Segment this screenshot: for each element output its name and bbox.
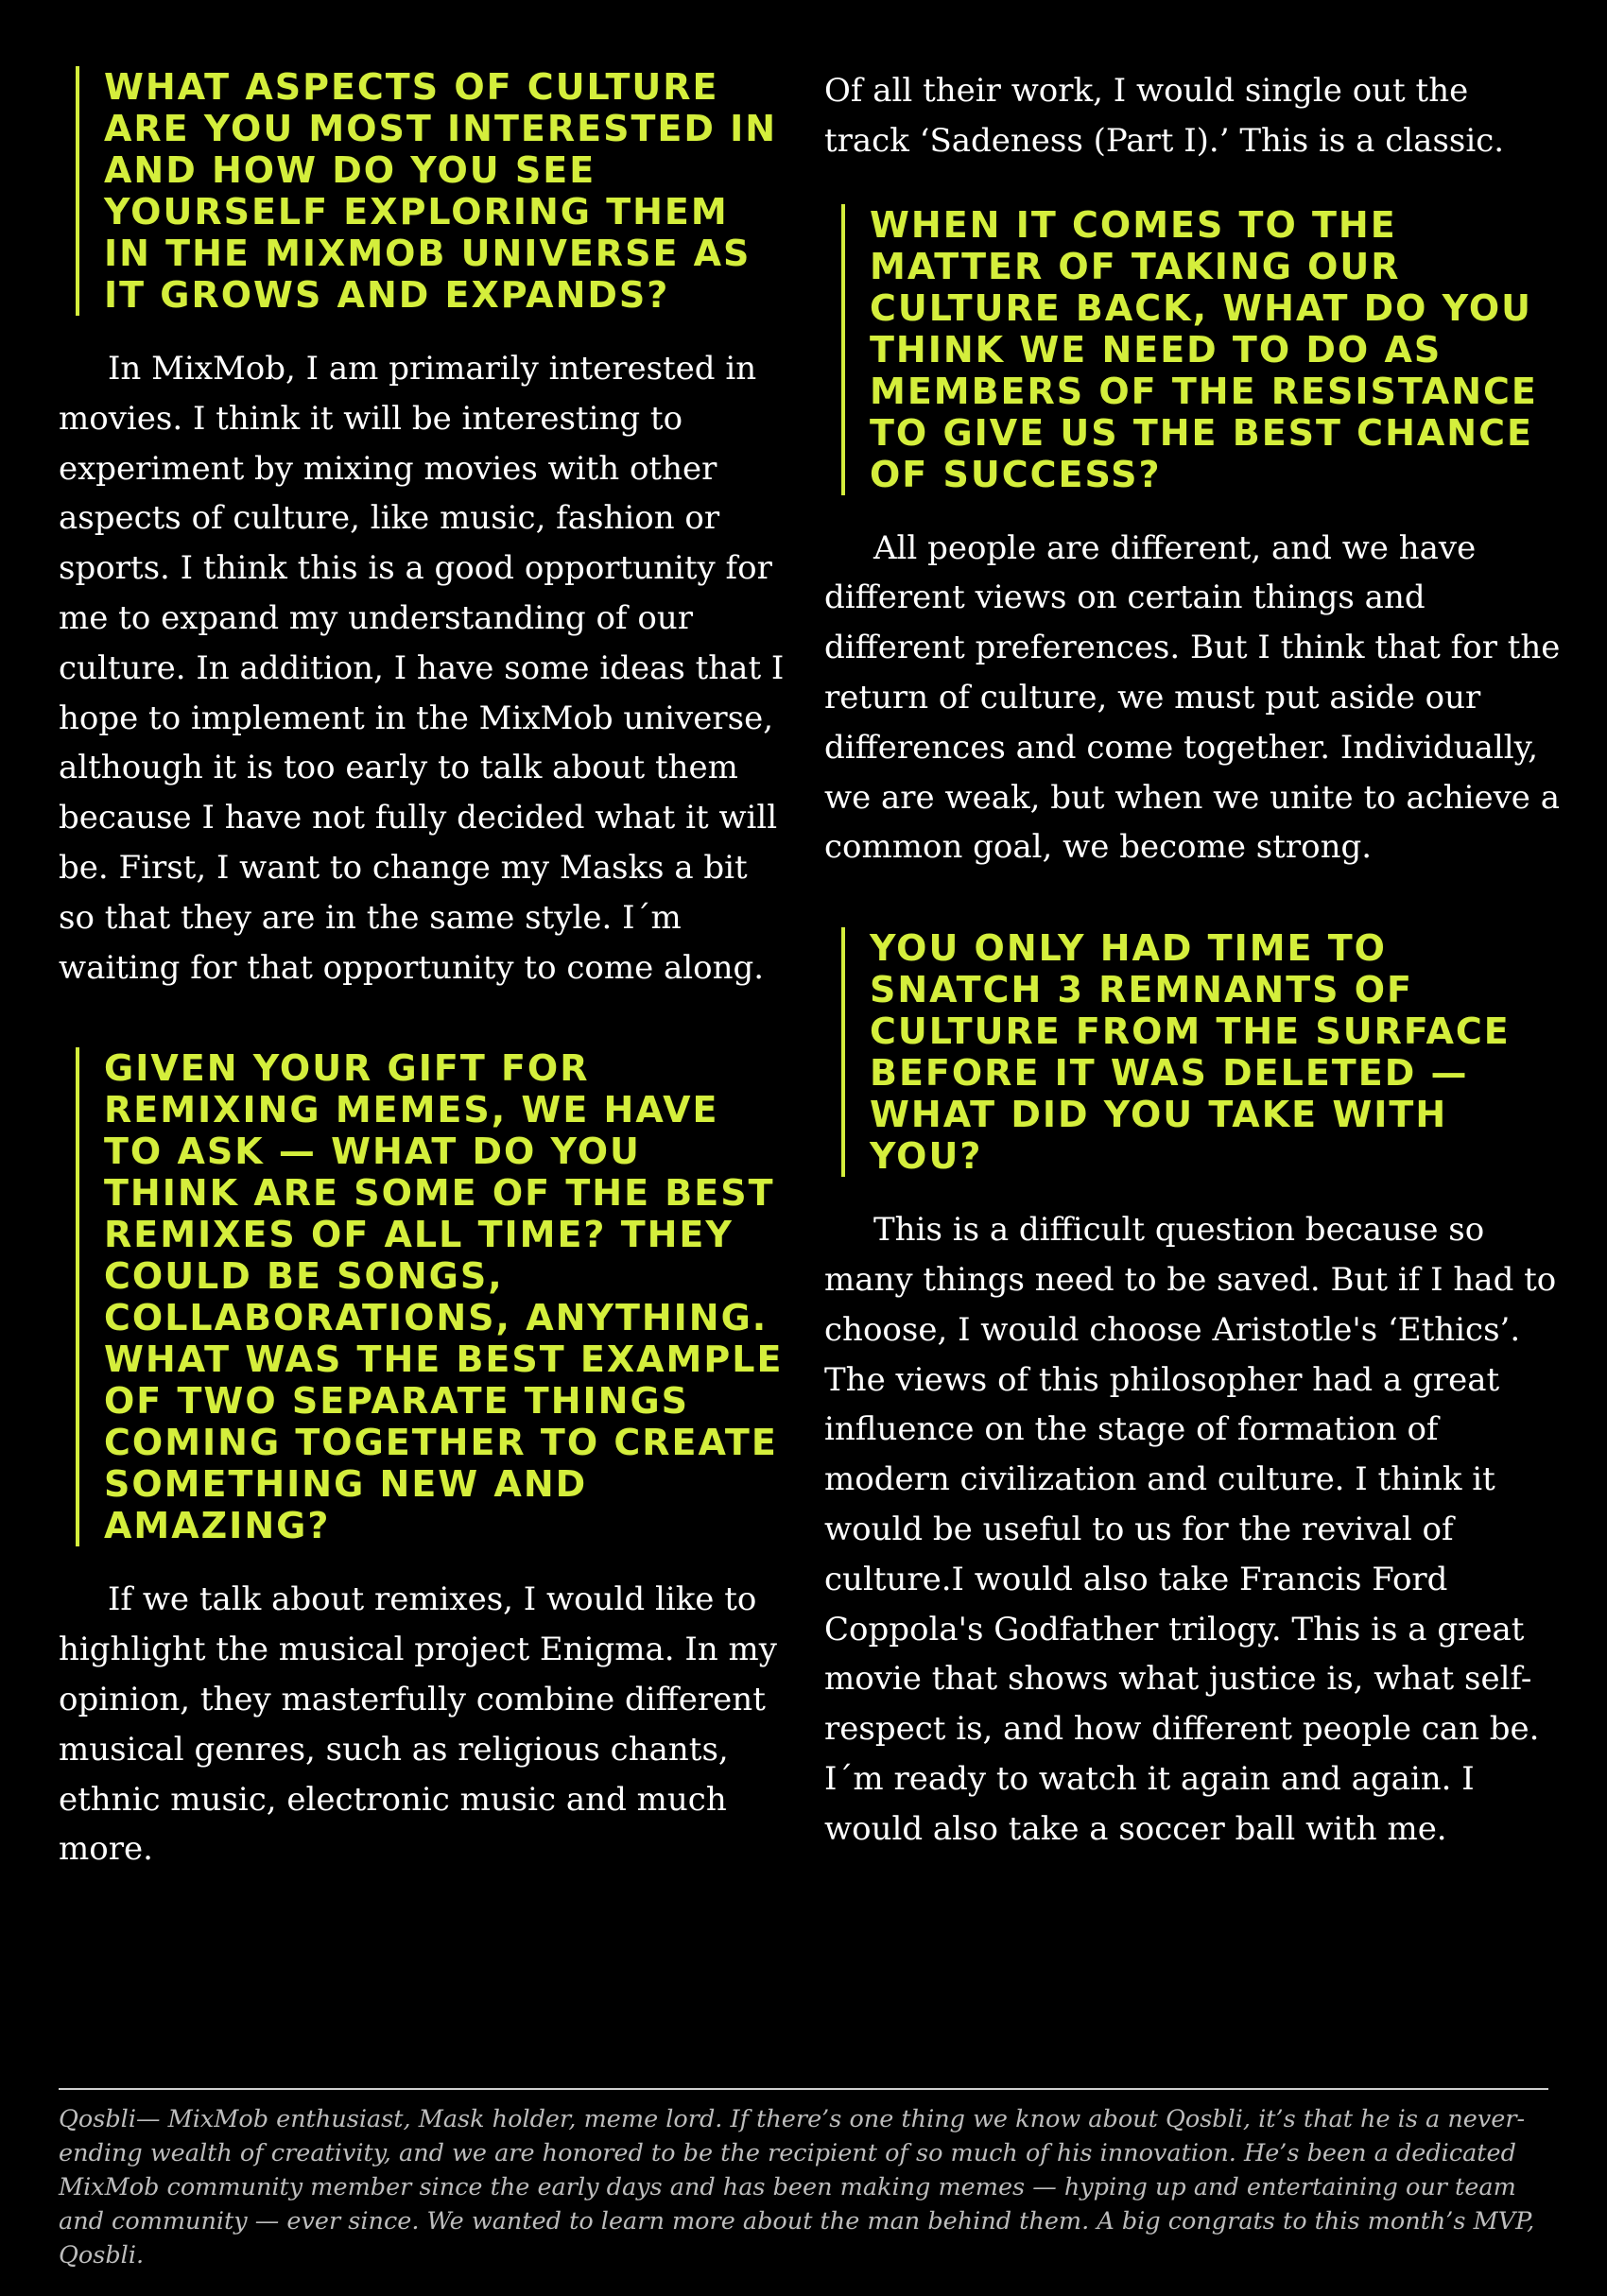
answer-taking-culture-back: All people are different, and we have different views on certain things and different preferences. But I think that for the return of culture, we must put aside our differences and come together. Individually, we are weak, but when we unite to achieve a common goal, we become strong. [824, 528, 1561, 867]
answer-best-remixes: If we talk about remixes, I would like to highlight the musical project Enigma. In my opinion, they masterfully combine different musical genres, such as religious chants, ethnic music, electronic music and much more. [59, 1580, 777, 1869]
question-taking-culture-back: WHEN IT COMES TO THE MATTER OF TAKING OUR CULTURE BACK, WHAT DO YOU THINK WE NEED TO DO AS MEMBERS OF THE RESISTANCE TO GIVE US THE BEST CHANCE OF SUCCESS? [841, 204, 1562, 495]
answer-best-remixes-continued: Of all their work, I would single out the track ‘Sadeness (Part I).’ This is a classic. [824, 72, 1505, 160]
question-culture-aspects: WHAT ASPECTS OF CULTURE ARE YOU MOST INTERESTED IN AND HOW DO YOU SEE YOURSELF EXPLORING THEM IN THE MIXMOB UNIVERSE AS IT GROWS AND EXPANDS? [76, 66, 786, 316]
answer-culture-aspects: In MixMob, I am primarily interested in movies. I think it will be interesting to experiment by mixing movies with other aspects of culture, like music, fashion or sports. I think this is a good opportunity for me to expand my understanding of our culture. In addition, I have some ideas that I hope to implement in the MixMob universe, although it is too early to talk about them because I have not fully decided what it will be. First, I want to change my Masks a bit so that they are in the same style. I´m waiting for that opportunity to come along. [59, 350, 785, 987]
author-bio: Qosbli— MixMob enthusiast, Mask holder, meme lord. If there’s one thing we know about Qosbli, it’s that he is a never-ending wealth of creativity, and we are honored to be the recipient of so much of his innovation. He’s been a dedicated MixMob community member since the early days and has been making memes — hyping up and entertaining our team and community — ever since. We wanted to learn more about the man behind them. A big congrats to this month’s MVP, Qosbli. [59, 2105, 1535, 2270]
right-column [824, 66, 1562, 1909]
answer-three-remnants: This is a difficult question because so many things need to be saved. But if I had to choose, I would choose Aristotle's ‘Ethics’. The views of this philosopher had a great influence on the stage of formation of modern civilization and culture. I think it would be useful to us for the revival of culture.I would also take Francis Ford Coppola's Godfather trilogy. This is a great movie that shows what justice is, what self-respect is, and how different people can be. I´m ready to watch it again and again. I would also take a soccer ball with me. [824, 1211, 1557, 1848]
question-three-remnants: YOU ONLY HAD TIME TO SNATCH 3 REMNANTS OF CULTURE FROM THE SURFACE BEFORE IT WAS DELETED — WHAT DID YOU TAKE WITH YOU? [841, 927, 1562, 1177]
footer-divider [59, 2088, 1548, 2090]
left-column [59, 66, 786, 1929]
question-best-remixes: GIVEN YOUR GIFT FOR REMIXING MEMES, WE HAVE TO ASK — WHAT DO YOU THINK ARE SOME OF THE BEST REMIXES OF ALL TIME? THEY COULD BE SONGS, COLLABORATIONS, ANYTHING. WHAT WAS THE BEST EXAMPLE OF TWO SEPARATE THINGS COMING TOGETHER TO CREATE SOMETHING NEW AND AMAZING? [76, 1047, 786, 1546]
